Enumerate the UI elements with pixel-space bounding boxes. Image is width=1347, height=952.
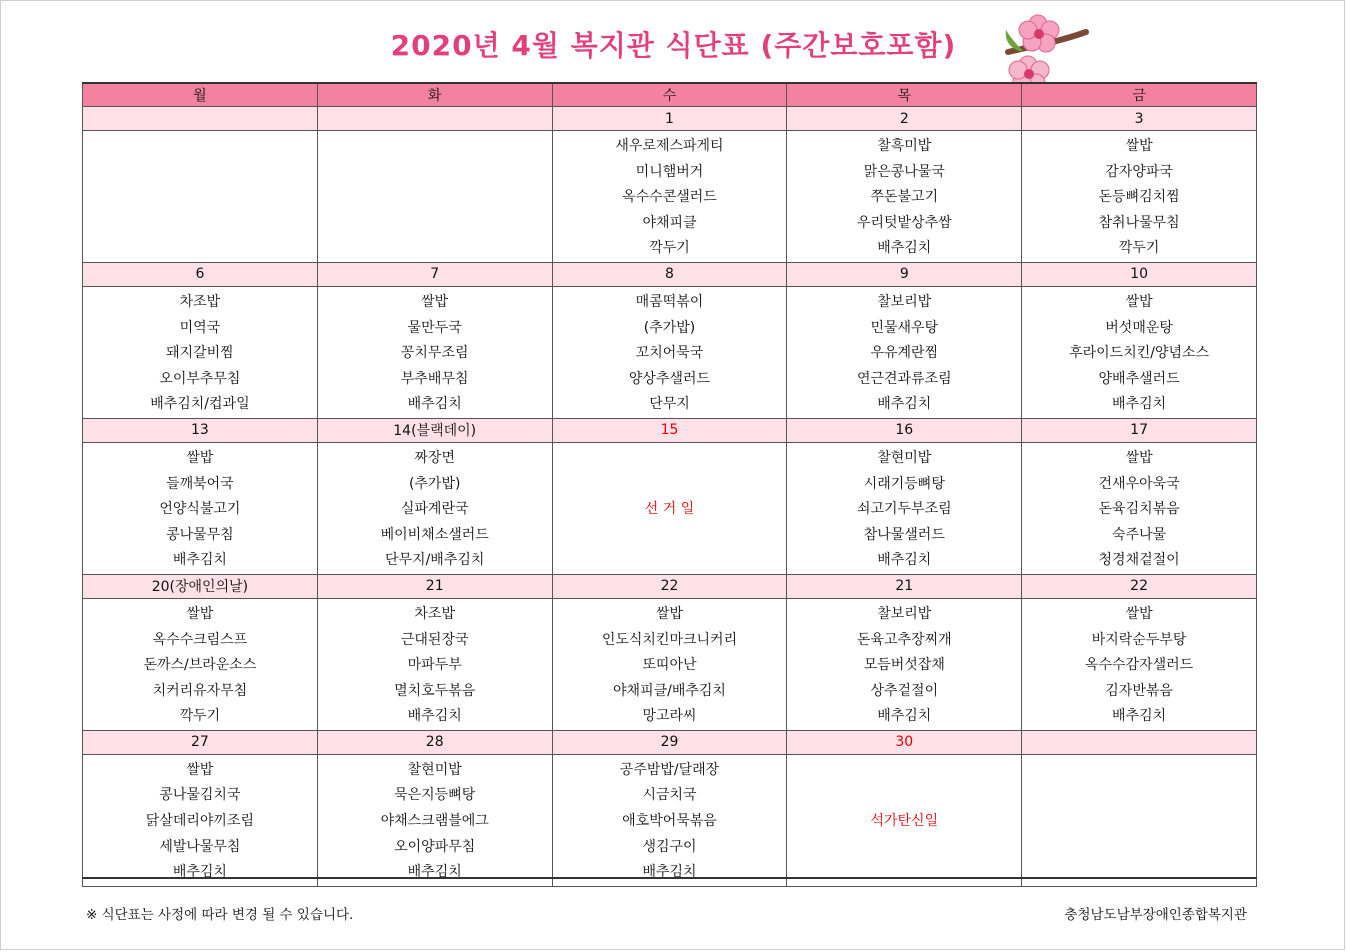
date-cell bbox=[1022, 730, 1257, 754]
menu-item: 생김구이 bbox=[642, 838, 697, 855]
date-cell: 16 bbox=[787, 418, 1022, 442]
meal-cell bbox=[1022, 286, 1257, 418]
meal-cell bbox=[317, 131, 552, 263]
meal-cell bbox=[83, 598, 318, 730]
menu-item: 쌀밥 bbox=[421, 293, 449, 310]
meal-row bbox=[83, 598, 1257, 730]
menu-item: 깍두기 bbox=[179, 708, 221, 725]
menu-item: 콩나물무침 bbox=[166, 526, 234, 543]
menu-item: 배추김치 bbox=[172, 864, 227, 881]
change-notice: ※ 식단표는 사정에 따라 변경 될 수 있습니다. bbox=[86, 907, 354, 923]
date-row bbox=[83, 418, 1257, 442]
date-cell: 17 bbox=[1022, 418, 1257, 442]
menu-item: 시금치국 bbox=[642, 787, 697, 804]
menu-item: 쌀밥 bbox=[1125, 293, 1153, 310]
menu-item: 연근견과류조림 bbox=[856, 370, 952, 387]
menu-item: 모듬버섯잡채 bbox=[863, 657, 945, 674]
meal-cell bbox=[552, 754, 787, 886]
meal-cell bbox=[1022, 754, 1257, 886]
menu-item: 차조밥 bbox=[179, 293, 221, 310]
menu-item: 배추김치 bbox=[407, 708, 462, 725]
menu-item: 차조밥 bbox=[414, 605, 455, 622]
menu-item: 찰보리밥 bbox=[877, 605, 932, 622]
menu-item: 양배추샐러드 bbox=[1098, 370, 1180, 387]
meal-row bbox=[83, 131, 1257, 263]
weekday-header-wed: 수 bbox=[552, 83, 787, 107]
menu-item: 찰현미밥 bbox=[877, 449, 932, 466]
menu-item: 옥수수감자샐러드 bbox=[1084, 657, 1194, 674]
meal-cell bbox=[83, 442, 318, 574]
menu-item: 세발나물무침 bbox=[159, 838, 241, 855]
date-row bbox=[83, 107, 1257, 131]
menu-item: 꼬치어묵국 bbox=[635, 345, 704, 362]
meal-cell bbox=[552, 286, 787, 418]
menu-item: 참취나물무침 bbox=[1098, 214, 1180, 231]
date-cell: 14(블랙데이) bbox=[317, 418, 552, 442]
date-cell: 2 bbox=[787, 107, 1022, 131]
meal-row bbox=[83, 442, 1257, 574]
meal-row bbox=[83, 754, 1257, 886]
menu-item: 시래기등뼈탕 bbox=[863, 475, 945, 492]
holiday-label: 선 거 일 bbox=[552, 442, 787, 574]
date-cell: 7 bbox=[317, 262, 552, 286]
menu-item: 청경채겉절이 bbox=[1098, 552, 1180, 569]
menu-item: 배추김치 bbox=[877, 240, 932, 257]
menu-item: 옥수수크림스프 bbox=[152, 631, 248, 648]
menu-item: 찰흑미밥 bbox=[877, 138, 932, 154]
menu-item: 돈까스/브라운소스 bbox=[143, 657, 257, 674]
menu-item: (추가밥) bbox=[408, 475, 461, 492]
menu-item: 쌀밥 bbox=[1125, 605, 1153, 622]
meal-cell bbox=[83, 131, 318, 263]
menu-item: 베이비채소샐러드 bbox=[380, 526, 489, 543]
menu-item: 닭살데리야끼조림 bbox=[145, 813, 254, 830]
menu-item: 콩나물김치국 bbox=[159, 787, 241, 804]
date-cell: 30 bbox=[787, 730, 1022, 754]
date-cell: 29 bbox=[552, 730, 787, 754]
weekday-header-fri: 금 bbox=[1022, 83, 1257, 107]
date-cell: 13 bbox=[83, 418, 318, 442]
menu-item: 단무지 bbox=[649, 396, 690, 413]
menu-item: 쭈돈불고기 bbox=[870, 189, 939, 206]
meal-cell bbox=[787, 598, 1022, 730]
menu-item: 쌀밥 bbox=[1125, 449, 1153, 466]
menu-item: 민물새우탕 bbox=[870, 319, 939, 336]
meal-cell bbox=[552, 131, 787, 263]
menu-item: 깍두기 bbox=[1118, 240, 1160, 257]
meal-menu-table bbox=[82, 82, 1257, 887]
menu-item: 돈육고추장찌개 bbox=[856, 631, 952, 648]
menu-item: 꽁치무조림 bbox=[400, 345, 469, 362]
meal-cell bbox=[317, 442, 552, 574]
date-cell: 28 bbox=[317, 730, 552, 754]
menu-item: 돈등뼈김치찜 bbox=[1098, 189, 1180, 206]
meal-cell bbox=[83, 286, 318, 418]
date-cell: 22 bbox=[552, 574, 787, 598]
menu-item: 부추배무침 bbox=[400, 370, 469, 387]
menu-item: 묵은지등뼈탕 bbox=[394, 787, 476, 804]
menu-item: 우리텃밭상추쌈 bbox=[856, 214, 952, 231]
menu-item: 오이양파무침 bbox=[394, 838, 476, 855]
table-bottom-rule bbox=[82, 877, 1257, 879]
menu-item: 배추김치 bbox=[642, 864, 697, 881]
menu-item: 쌀밥 bbox=[186, 761, 214, 778]
menu-item: 찰보리밥 bbox=[877, 293, 932, 310]
date-cell: 1 bbox=[552, 107, 787, 131]
date-cell: 21 bbox=[317, 574, 552, 598]
menu-item: 야채피클/배추김치 bbox=[613, 682, 726, 699]
menu-item: (추가밥) bbox=[643, 319, 696, 336]
menu-item: 미역국 bbox=[179, 319, 221, 336]
date-cell: 10 bbox=[1022, 262, 1257, 286]
menu-body bbox=[83, 107, 1257, 887]
menu-item: 쌀밥 bbox=[186, 605, 214, 622]
menu-item: 버섯매운탕 bbox=[1105, 319, 1173, 336]
menu-item: 멸치호두볶음 bbox=[394, 682, 476, 699]
weekday-header-thu: 목 bbox=[787, 83, 1022, 107]
meal-cell bbox=[787, 286, 1022, 418]
menu-item: 배추김치 bbox=[407, 864, 462, 881]
menu-item: 우유계란찜 bbox=[870, 345, 939, 362]
meal-cell bbox=[1022, 131, 1257, 263]
menu-item: 참나물샐러드 bbox=[863, 526, 945, 543]
menu-item: 배추김치 bbox=[1112, 396, 1167, 413]
menu-item: 김자반볶음 bbox=[1105, 682, 1173, 699]
menu-item: 배추김치 bbox=[877, 552, 932, 569]
meal-cell bbox=[1022, 442, 1257, 574]
menu-item: 맑은콩나물국 bbox=[863, 163, 945, 180]
menu-item: 쌀밥 bbox=[186, 449, 214, 466]
page-title: 2020년 4월 복지관 식단표 (주간보호포함) bbox=[390, 29, 957, 62]
menu-item: 물만두국 bbox=[407, 319, 462, 336]
menu-item: 숙주나물 bbox=[1112, 526, 1167, 543]
meal-row bbox=[83, 286, 1257, 418]
meal-cell bbox=[83, 754, 318, 886]
menu-item: 후라이드치킨/양념소스 bbox=[1069, 345, 1210, 362]
menu-item: 찰현미밥 bbox=[407, 761, 462, 778]
menu-item: 쌀밥 bbox=[1125, 138, 1153, 154]
menu-item: 감자양파국 bbox=[1105, 163, 1173, 180]
menu-item: 양상추샐러드 bbox=[628, 370, 711, 387]
date-cell: 20(장애인의날) bbox=[83, 574, 318, 598]
menu-item: 돈육김치볶음 bbox=[1098, 501, 1180, 518]
meal-cell bbox=[317, 286, 552, 418]
menu-item: 짜장면 bbox=[414, 449, 455, 466]
menu-item: 배추김치 bbox=[1112, 708, 1167, 725]
date-cell: 27 bbox=[83, 730, 318, 754]
menu-item: 마파두부 bbox=[407, 657, 462, 674]
menu-item: 치커리유자무침 bbox=[152, 682, 248, 699]
menu-item: 근대된장국 bbox=[400, 631, 469, 648]
menu-item: 인도식치킨마크니커리 bbox=[601, 631, 738, 648]
menu-item: 배추김치 bbox=[407, 396, 462, 413]
menu-item: 배추김치 bbox=[877, 708, 932, 725]
menu-item: 미니햄버거 bbox=[635, 163, 704, 180]
menu-item: 새우로제스파게티 bbox=[615, 138, 724, 154]
meal-cell bbox=[317, 598, 552, 730]
menu-item: 상추겉절이 bbox=[870, 682, 939, 699]
menu-item: 배추김치 bbox=[172, 552, 227, 569]
date-cell bbox=[317, 107, 552, 131]
date-cell: 3 bbox=[1022, 107, 1257, 131]
menu-item: 옥수수콘샐러드 bbox=[622, 189, 717, 206]
date-cell: 8 bbox=[552, 262, 787, 286]
meal-cell bbox=[317, 754, 552, 886]
weekday-header-mon: 월 bbox=[83, 83, 318, 107]
date-cell: 21 bbox=[787, 574, 1022, 598]
menu-item: 망고라씨 bbox=[642, 708, 697, 725]
date-cell: 15 bbox=[552, 418, 787, 442]
menu-item: 야채스크램블에그 bbox=[380, 813, 489, 830]
menu-item: 매콤떡볶이 bbox=[635, 293, 704, 310]
date-row bbox=[83, 574, 1257, 598]
menu-item: 건새우아욱국 bbox=[1098, 475, 1180, 492]
meal-cell bbox=[1022, 598, 1257, 730]
menu-item: 쇠고기두부조림 bbox=[856, 501, 952, 518]
date-row bbox=[83, 730, 1257, 754]
weekday-header-tue: 화 bbox=[317, 83, 552, 107]
date-cell: 6 bbox=[83, 262, 318, 286]
menu-item: 배추김치/컵과일 bbox=[150, 396, 250, 413]
meal-cell bbox=[787, 131, 1022, 263]
menu-item: 공주밤밥/달래장 bbox=[619, 761, 720, 778]
menu-item: 쌀밥 bbox=[655, 605, 684, 622]
meal-cell bbox=[787, 442, 1022, 574]
meal-cell bbox=[552, 598, 787, 730]
date-cell: 9 bbox=[787, 262, 1022, 286]
menu-item: 단무지/배추김치 bbox=[385, 552, 485, 569]
menu-item: 오이부추무침 bbox=[159, 370, 241, 387]
weekday-header-row bbox=[83, 83, 1257, 107]
menu-item: 애호박어묵볶음 bbox=[622, 813, 717, 830]
menu-item: 들깨북어국 bbox=[166, 475, 234, 492]
menu-item: 또띠아난 bbox=[642, 657, 697, 674]
menu-item: 야채피클 bbox=[642, 214, 697, 231]
date-cell: 22 bbox=[1022, 574, 1257, 598]
menu-item: 돼지갈비찜 bbox=[166, 345, 234, 362]
menu-item: 배추김치 bbox=[877, 396, 932, 413]
menu-item: 바지락순두부탕 bbox=[1091, 631, 1187, 648]
organization-name: 충청남도남부장애인종합복지관 bbox=[1064, 907, 1247, 923]
menu-item: 언양식불고기 bbox=[159, 501, 241, 518]
date-cell bbox=[83, 107, 318, 131]
holiday-label: 석가탄신일 bbox=[787, 754, 1022, 886]
date-row bbox=[83, 262, 1257, 286]
menu-item: 깍두기 bbox=[649, 240, 690, 257]
menu-item: 실파계란국 bbox=[400, 501, 469, 518]
